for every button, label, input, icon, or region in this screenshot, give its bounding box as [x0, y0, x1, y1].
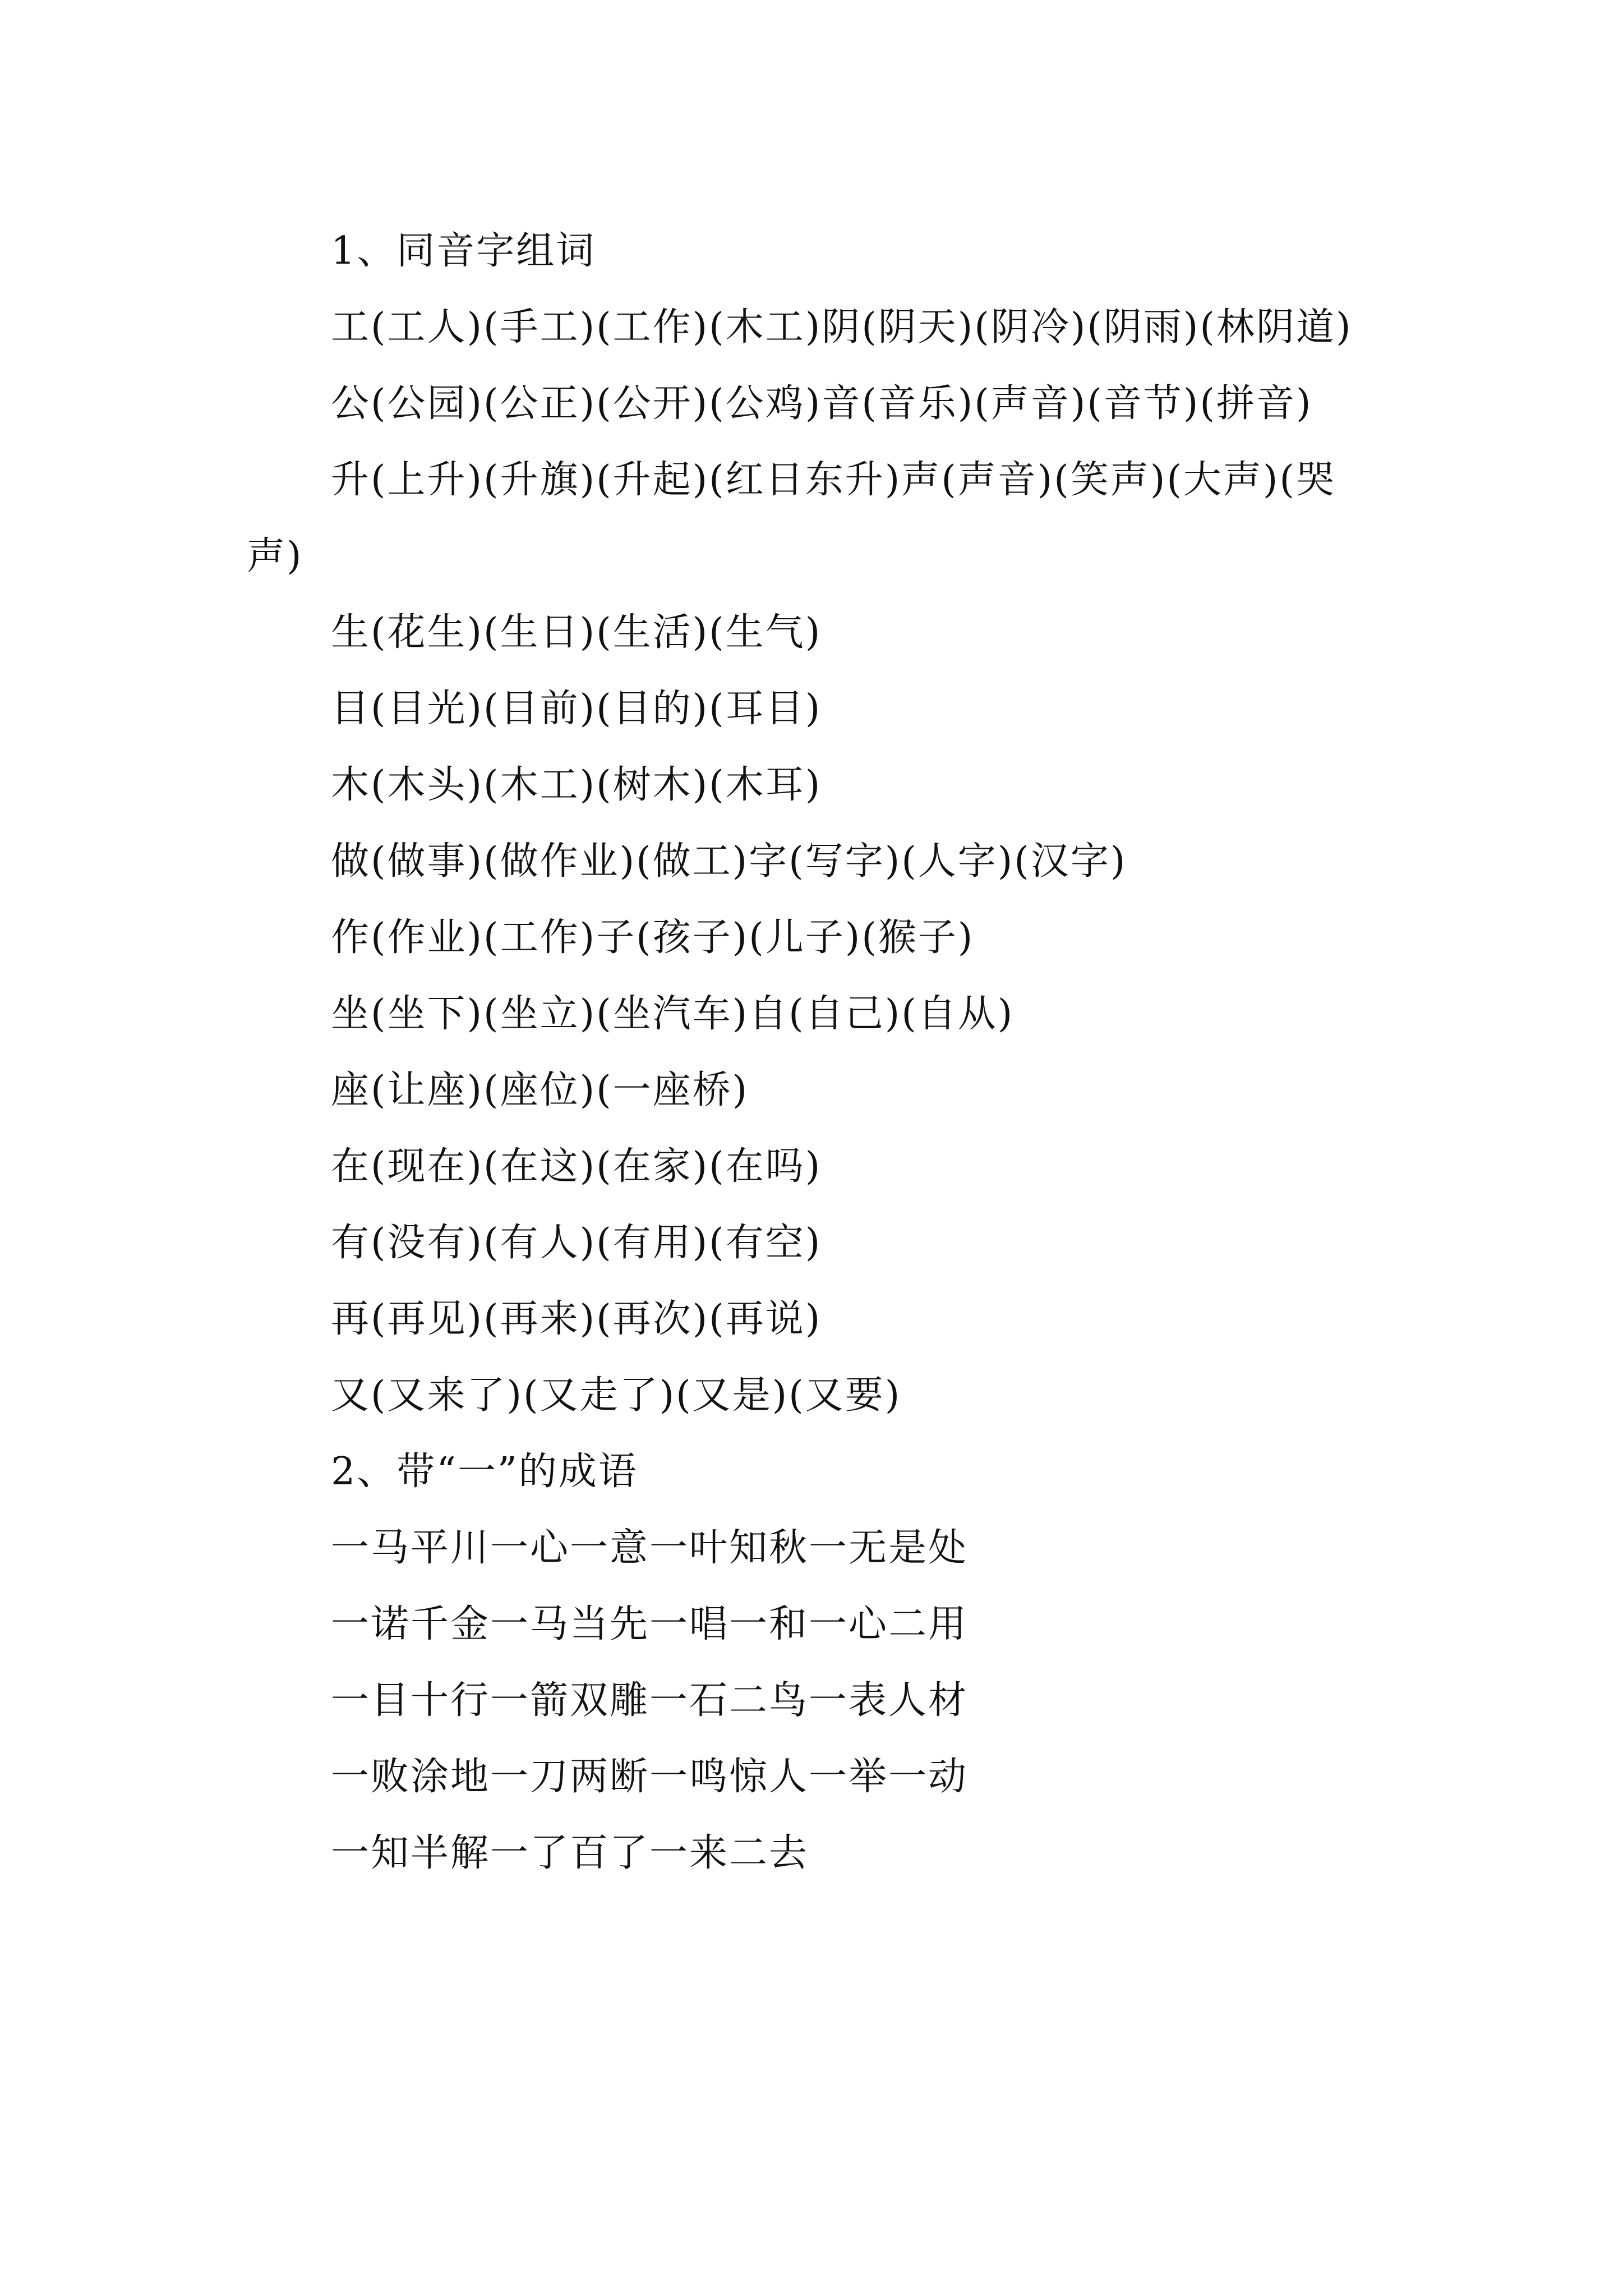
- idiom-line: 一败涂地一刀两断一鸣惊人一举一动: [331, 1755, 969, 1799]
- idiom-line: 一目十行一箭双雕一石二鸟一表人材: [331, 1678, 969, 1723]
- word-group-line: 公(公园)(公正)(公开)(公鸡)音(音乐)(声音)(音节)(拼音): [331, 381, 1313, 426]
- idiom-line: 一知半解一了百了一来二去: [331, 1831, 809, 1875]
- word-group-line: 在(现在)(在这)(在家)(在吗): [331, 1144, 822, 1189]
- idiom-line: 一诺千金一马当先一唱一和一心二用: [331, 1602, 969, 1646]
- word-group-line: 木(木头)(木工)(树木)(木耳): [331, 763, 822, 807]
- word-group-line: 又(又来了)(又走了)(又是)(又要): [331, 1373, 902, 1418]
- section-heading-homophones: 1、同音字组词: [331, 229, 596, 273]
- word-group-line: 座(让座)(座位)(一座桥): [331, 1068, 749, 1112]
- word-group-line: 做(做事)(做作业)(做工)字(写字)(人字)(汉字): [331, 839, 1127, 884]
- word-group-line: 生(花生)(生日)(生活)(生气): [331, 610, 822, 655]
- word-group-line: 目(目光)(目前)(目的)(耳目): [331, 687, 822, 731]
- word-group-line: 升(上升)(升旗)(升起)(红日东升)声(声音)(笑声)(大声)(哭声): [247, 458, 1336, 578]
- word-group-line: 再(再见)(再来)(再次)(再说): [331, 1297, 822, 1341]
- word-group-line: 工(工人)(手工)(工作)(木工)阴(阴天)(阴冷)(阴雨)(林阴道): [331, 305, 1353, 349]
- document-body: [247, 213, 1385, 1892]
- idiom-line: 一马平川一心一意一叶知秋一无是处: [331, 1526, 969, 1570]
- section-heading-idioms: 2、带“一”的成语: [331, 1450, 638, 1494]
- word-group-line: 作(作业)(工作)子(孩子)(儿子)(猴子): [331, 915, 975, 960]
- word-group-line: 坐(坐下)(坐立)(坐汽车)自(自己)(自从): [331, 992, 1015, 1036]
- word-group-line: 有(没有)(有人)(有用)(有空): [331, 1221, 822, 1265]
